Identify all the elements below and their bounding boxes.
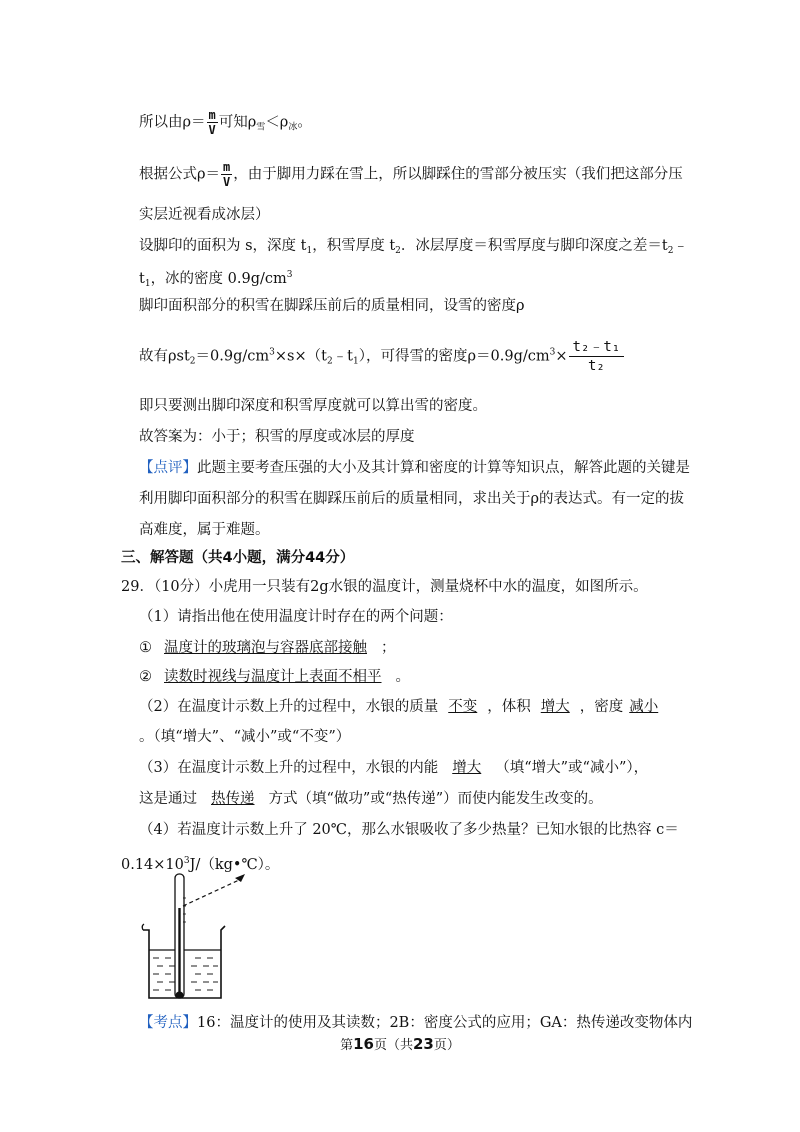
comment-line-1: 【点评】此题主要考查压强的大小及其计算和密度的计算等知识点，解答此题的关键是 [139, 460, 690, 476]
question-29-part4: （4）若温度计示数上升了 20℃，那么水银吸收了多少热量？已知水银的比热容 c＝ [139, 822, 679, 838]
water-hatching [153, 958, 218, 990]
derivation-line-2: 根据公式ρ＝ $\frac{m}{V}$ ，由于脚用力踩在雪上，所以脚踩住的雪部分被压实（我们把这部分压 [139, 160, 683, 189]
page-total: 23 [413, 1035, 434, 1053]
beaker-thermometer-figure [135, 868, 265, 1004]
beaker-lip [142, 924, 144, 930]
derivation-line-5: $t_1$，冰的密度 $0.9g/cm^3$ [139, 270, 293, 289]
derivation-line-8: 即只要测出脚印深度和积雪厚度就可以算出雪的密度。 [139, 398, 487, 414]
comment-line-3: 高难度，属于难题。 [139, 522, 270, 538]
page-number: 16 [353, 1035, 374, 1053]
answer-2: ② 读数时视线与温度计上表面不相平 。 [139, 669, 410, 685]
kaodian-tag: 【考点】 [139, 1015, 197, 1031]
question-29-part1: （1）请指出他在使用温度计时存在的两个问题： [139, 609, 453, 625]
question-29-part2-cont: 。（填“增大”、“减小”或“不变”） [139, 729, 351, 745]
kaodian-line: 【考点】16：温度计的使用及其读数；2B：密度公式的应用；GA：热传递改变物体内 [139, 1015, 693, 1031]
question-29-part3-cont: 这是通过 热传递 方式（填“做功”或“热传递”）而使内能发生改变的。 [139, 791, 603, 807]
question-29-part4-cont: $0.14\times 10^3J/(kg•℃)$。 [121, 856, 280, 873]
comment-line-2: 利用脚印面积部分的积雪在脚踩压前后的质量相同，求出关于ρ的表达式。有一定的拔 [139, 491, 685, 507]
question-29-intro: 29．（10分）小虎用一只装有2g水银的温度计，测量烧杯中水的温度，如图所示。 [121, 579, 648, 595]
question-29-part3: （3）在温度计示数上升的过程中，水银的内能 增大 （填“增大”或“减小”）， [139, 760, 649, 776]
sight-line [183, 880, 239, 906]
fraction-m-over-v: $\frac{m}{V}$ [223, 160, 231, 189]
question-29-part2: （2）在温度计示数上升的过程中，水银的质量 不变 ，体积 增大 ，密度 减小 [139, 699, 659, 715]
fraction-thickness-ratio: $\frac{\text{t₂﹣t₁}}{\text{t₂}}$ [569, 338, 625, 375]
answer-1: ① 温度计的玻璃泡与容器底部接触 ； [139, 640, 396, 656]
comment-tag: 【点评】 [139, 460, 197, 476]
page-footer: 第16页（共23页） [340, 1035, 460, 1053]
section-heading: 三、解答题（共4小题，满分44分） [121, 550, 355, 566]
derivation-line-6: 脚印面积部分的积雪在脚踩压前后的质量相同，设雪的密度ρ [139, 298, 525, 314]
derivation-line-1: 所以由ρ＝ $\frac{m}{V}$ 可知$\rho_雪<\rho_冰$。 [139, 108, 312, 137]
thermometer-bulb [176, 992, 184, 999]
derivation-line-3: 实层近视看成冰层） [139, 207, 270, 223]
derivation-line-4: 设脚印的面积为 s，深度 $t_1$，积雪厚度 $t_2$．冰层厚度＝积雪厚度与脚印深度之差$=t_2﹣$ [139, 238, 688, 256]
answer-line: 故答案为：小于；积雪的厚度或冰层的厚度 [139, 429, 415, 445]
derivation-line-7: 故有$\rho st_2=0.9g/cm^3\times s\times(t_2﹣t_1)$，可得雪的密度$\rho=0.9g/cm^3\times$ $\frac{\text{t₂﹣t₁}}{\text{t₂}}$ [139, 338, 625, 375]
fraction-m-over-v: $\frac{m}{V}$ [208, 108, 216, 137]
